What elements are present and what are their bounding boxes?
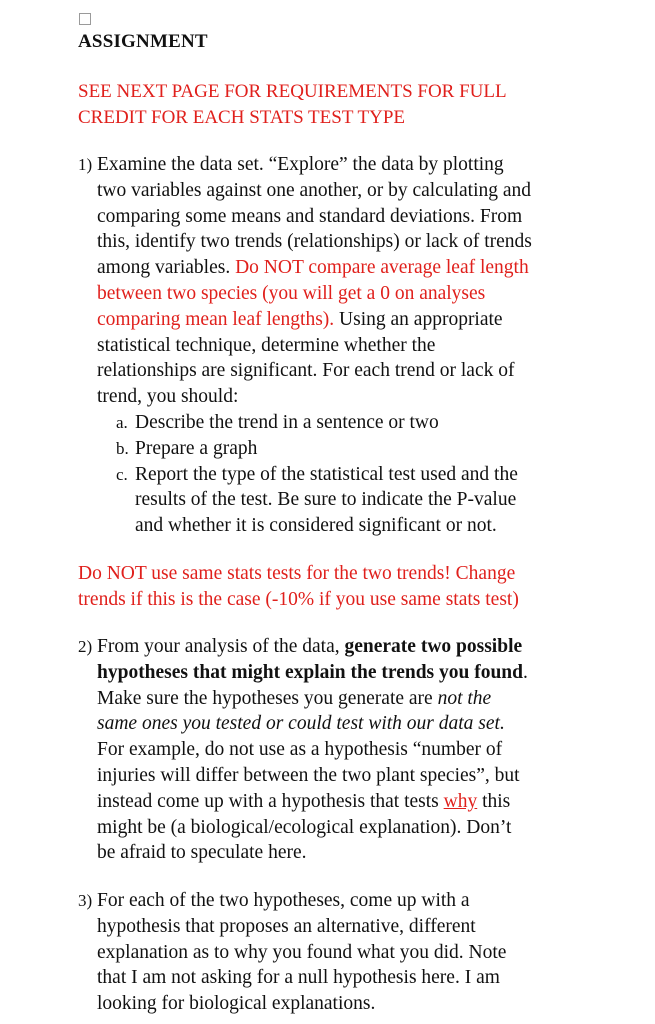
q1-line: relationships are significant. For each trend or lack of — [97, 360, 515, 382]
q1-line: Using an appropriate — [334, 308, 503, 330]
q1-sub-b — [78, 436, 638, 462]
sub-text: Report the type of the statistical test used and the — [135, 463, 518, 485]
question-1 — [78, 152, 638, 539]
warning-line-2: trends if this is the case (-10% if you use same stats test) — [78, 589, 519, 610]
question-3 — [78, 888, 638, 1017]
q2-bold-text: generate two possible — [344, 636, 523, 657]
sub-letter: a. — [116, 412, 128, 432]
q1-sub-c-cont: results of the test. Be sure to indicate the P-value — [135, 489, 517, 511]
q1-line: two variables against one another, or by calculating and — [97, 179, 532, 201]
q2-line: From your analysis of the data, — [97, 636, 345, 657]
q1-warning-text: Do NOT compare average leaf length — [235, 257, 529, 279]
q2-line: For example, do not use as a hypothesis “number of — [97, 739, 503, 761]
notice-line-1: SEE NEXT PAGE FOR REQUIREMENTS FOR FULL — [78, 81, 507, 102]
question-2 — [78, 634, 638, 866]
q2-line: be afraid to speculate here. — [97, 842, 307, 864]
q3-line: hypothesis that proposes an alternative, different — [97, 915, 476, 937]
question-3-number: 3) — [78, 891, 93, 910]
notice-line-2: CREDIT FOR EACH STATS TEST TYPE — [78, 107, 405, 128]
q1-sub-a — [78, 410, 638, 436]
q2-line: this — [477, 790, 511, 812]
why-link[interactable]: why — [443, 790, 478, 812]
warning-line-1: Do NOT use same stats tests for the two trends! Change — [78, 563, 516, 584]
q1-line: comparing some means and standard deviations. From — [97, 205, 523, 227]
checkbox[interactable] — [79, 13, 91, 25]
q2-line: might be (a biological/ecological explanation). Don’t — [97, 816, 512, 838]
q2-bold-text: hypotheses that might explain the trends you found — [97, 661, 524, 683]
q1-line: among variables. — [97, 257, 236, 279]
sub-letter: b. — [116, 438, 129, 458]
question-2-number: 2) — [78, 637, 93, 656]
sub-text: Describe the trend in a sentence or two — [135, 411, 439, 433]
q1-line: this, identify two trends (relationships) or lack of trends — [97, 231, 532, 253]
q3-line: looking for biological explanations. — [97, 993, 376, 1015]
requirements-notice — [78, 79, 507, 131]
q3-line: explanation as to why you found what you did. Note — [97, 941, 507, 963]
assignment-heading: ASSIGNMENT — [78, 31, 208, 52]
q2-italic-text: not the — [437, 687, 492, 709]
q3-line: For each of the two hypotheses, come up with a — [97, 890, 470, 911]
q1-warning-text: comparing mean leaf lengths). — [97, 308, 335, 330]
q1-warning-text: between two species (you will get a 0 on analyses — [97, 282, 486, 304]
q1-line: Examine the data set. “Explore” the data by plotting — [97, 154, 504, 175]
sub-text: Prepare a graph — [135, 437, 258, 459]
q1-line: statistical technique, determine whether the — [97, 334, 436, 356]
q2-line: injuries will differ between the two plant species”, but — [97, 764, 520, 786]
q1-line: trend, you should: — [97, 386, 239, 408]
q1-sub-c — [78, 462, 638, 488]
q2-line: instead come up with a hypothesis that tests — [97, 790, 444, 812]
q2-line: Make sure the hypotheses you generate are — [97, 687, 438, 709]
stats-test-warning — [78, 561, 519, 613]
sub-letter: c. — [116, 464, 128, 484]
question-1-number: 1) — [78, 155, 93, 174]
q3-line: that I am not asking for a null hypothesis here. I am — [97, 967, 500, 989]
q2-italic-text: same ones you tested or could test with our data set. — [97, 713, 505, 735]
q1-sub-c-cont: and whether it is considered significant or not. — [135, 515, 497, 537]
q2-line: . — [523, 661, 528, 683]
